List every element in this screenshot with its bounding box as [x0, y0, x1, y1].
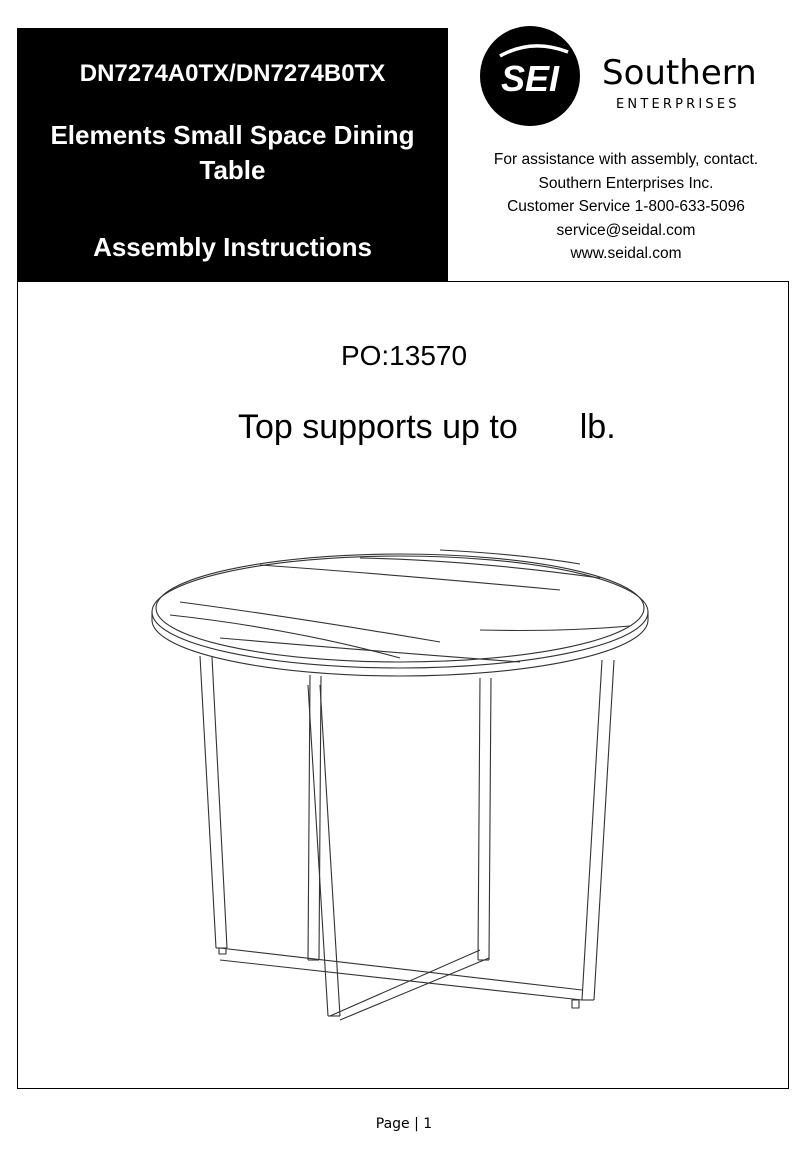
product-name-line-2: Table: [199, 155, 266, 185]
base-stretchers: [220, 948, 582, 1020]
product-name: [17, 118, 448, 188]
po-number: PO:13570: [340, 340, 468, 371]
front-legs: [200, 656, 614, 1016]
contact-company: Southern Enterprises Inc.: [538, 174, 714, 192]
contact-info: [468, 148, 784, 266]
model-number: DN7274A0TX/DN7274B0TX: [79, 60, 386, 87]
contact-line-1: For assistance with assembly, contact.: [493, 151, 759, 168]
logo-mark: SEI: [500, 58, 560, 99]
brand-name: Southern: [602, 53, 757, 93]
contact-phone: Customer Service 1-800-633-5096: [507, 198, 745, 215]
page-number: Page | 1: [375, 1116, 433, 1132]
weight-capacity: [238, 408, 616, 447]
title-block: [17, 28, 448, 281]
capacity-prefix: Top supports up to: [238, 408, 518, 446]
back-legs: [308, 675, 491, 960]
contact-email[interactable]: service@seidal.com: [556, 221, 696, 239]
contact-website[interactable]: www.seidal.com: [570, 245, 682, 262]
capacity-unit: lb.: [579, 408, 616, 446]
document-type: Assembly Instructions: [93, 232, 372, 262]
southern-enterprises-logo: [480, 26, 770, 126]
round-dining-table-line-drawing-icon: [140, 520, 670, 1040]
product-name-line-1: Elements Small Space Dining: [50, 120, 415, 150]
brand-tagline: ENTERPRISES: [616, 97, 740, 112]
tabletop: [152, 550, 648, 676]
